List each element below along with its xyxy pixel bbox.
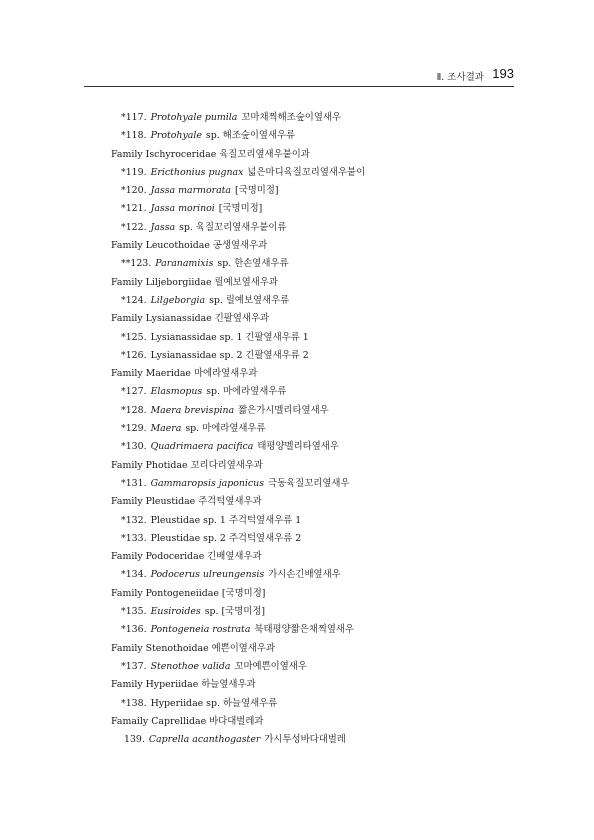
species-number: *118. [121, 130, 147, 142]
species-number: *117. [121, 112, 147, 123]
common-name: sp. 해조숲이옆새우류 [205, 130, 296, 142]
species-number: *125. [121, 331, 147, 343]
species-number: *128. [121, 404, 147, 416]
common-name: sp. [국명미정] [204, 606, 266, 618]
species-number: *136. [121, 624, 147, 636]
family-text: Famaily Caprellidae 바다대벌레과 [111, 715, 264, 727]
scientific-name: Jassa marmorata [150, 185, 232, 197]
species-entry [111, 530, 511, 548]
scientific-name: Protohyale [150, 130, 202, 142]
species-entry [111, 731, 511, 749]
species-entry [111, 621, 511, 639]
species-entry [111, 127, 511, 145]
species-entry [111, 695, 511, 713]
family-heading [111, 676, 511, 694]
scientific-name: Podocerus ulreungensis [150, 569, 265, 581]
scientific-name: Gammaropsis japonicus [150, 477, 265, 489]
common-name: 가시손긴배옆새우 [268, 569, 341, 581]
family-text: Family Pleustidae 주걱턱옆새우과 [111, 496, 262, 508]
section-title: Ⅱ. 조사결과 [436, 72, 484, 83]
page-number: 193 [492, 66, 514, 81]
family-text: Family Leucothoidae 공생옆새우과 [111, 240, 268, 252]
common-name: [국명미정] [218, 203, 263, 215]
species-entry [111, 164, 511, 182]
species-number: *129. [121, 423, 147, 435]
species-entry [111, 402, 511, 420]
common-name: sp. 한손옆새우류 [217, 258, 289, 270]
common-name: sp. 마에라옆새우류 [185, 423, 266, 435]
common-name: sp. 릴예보옆새우류 [209, 294, 290, 306]
common-name: 짧은가시멜리타옆새우 [238, 404, 329, 416]
family-text: Family Hyperiidae 하늘옆새우과 [111, 679, 256, 691]
common-name: [국명미정] [235, 185, 279, 197]
common-name: Pleustidae sp. 1 주걱턱옆새우류 1 [150, 514, 302, 526]
species-entry [111, 420, 511, 438]
common-name: 넓은마디육질꼬리옆새우붙이 [247, 166, 366, 178]
family-heading [111, 713, 511, 731]
scientific-name: Elasmopus [150, 386, 203, 398]
family-heading [111, 365, 511, 383]
species-number: **123. [121, 258, 152, 270]
scientific-name: Maera brevispina [150, 404, 235, 416]
scientific-name: Pontogeneia rostrata [150, 624, 251, 636]
common-name: sp. 마에라옆새우류 [206, 386, 287, 398]
family-heading [111, 640, 511, 658]
scientific-name: Stenothoe valida [150, 660, 231, 672]
species-entry [111, 475, 511, 493]
species-entry [111, 603, 511, 621]
family-text: Family Ischyroceridae 육질꼬리옆새우붙이과 [111, 148, 310, 160]
scientific-name: Eusiroides [150, 606, 201, 618]
scientific-name: Maera [150, 423, 182, 435]
header-rule [84, 86, 514, 87]
species-number: *121. [121, 203, 147, 215]
common-name: Hyperiidae sp. 하늘옆새우류 [150, 697, 278, 709]
species-entry [111, 182, 511, 200]
species-number: *120. [121, 185, 147, 197]
species-number: *137. [121, 660, 147, 672]
species-number: *132. [121, 514, 147, 526]
species-number: *133. [121, 532, 147, 544]
species-number: *119. [121, 166, 147, 178]
scientific-name: Jassa morinoi [150, 203, 215, 215]
family-text: Family Stenothoidae 예쁜이옆새우과 [111, 642, 276, 654]
family-text: Family Photidae 꼬리다리옆새우과 [111, 459, 263, 471]
common-name: sp. 육질꼬리옆새우붙이류 [179, 221, 287, 233]
species-entry [111, 512, 511, 530]
common-name: Lysianassidae sp. 2 긴팔옆새우류 2 [150, 349, 309, 361]
species-entry [111, 292, 511, 310]
species-number: *127. [121, 386, 147, 398]
scientific-name: Lilgeborgia [150, 294, 206, 306]
common-name: 꼬마예쁜이옆새우 [234, 660, 307, 672]
species-entry [111, 438, 511, 456]
family-heading [111, 585, 511, 603]
species-number: *124. [121, 294, 147, 306]
family-heading [111, 548, 511, 566]
species-entry [111, 219, 511, 237]
species-number: *135. [121, 606, 147, 618]
running-header [0, 66, 594, 86]
species-number: *131. [121, 477, 147, 489]
family-text: Family Pontogeneiidae [국명미정] [111, 587, 266, 599]
family-text: Family Lysianassidae 긴팔옆새우과 [111, 313, 270, 325]
common-name: 꼬마채찍해조숲이옆새우 [241, 112, 341, 123]
species-entry [111, 200, 511, 218]
scientific-name: Caprella acanthogaster [148, 734, 261, 746]
family-text: Family Liljeborgiidae 릴예보옆새우과 [111, 276, 278, 288]
species-number: *138. [121, 697, 147, 709]
common-name: 가시투성바다대벌레 [264, 734, 346, 746]
family-text: Family Podoceridae 긴배옆새우과 [111, 551, 262, 563]
common-name: Lysianassidae sp. 1 긴팔옆새우류 1 [150, 331, 309, 343]
scientific-name: Ericthonius pugnax [150, 166, 244, 178]
scientific-name: Protohyale pumila [150, 112, 238, 123]
species-entry [111, 329, 511, 347]
family-text: Family Maeridae 마에라옆새우과 [111, 368, 258, 380]
species-list [111, 109, 511, 749]
family-heading [111, 493, 511, 511]
species-number: *126. [121, 349, 147, 361]
species-entry [111, 658, 511, 676]
species-entry [111, 347, 511, 365]
scientific-name: Jassa [150, 221, 176, 233]
species-entry [111, 255, 511, 273]
family-heading [111, 237, 511, 255]
scientific-name: Quadrimaera pacifica [150, 441, 254, 453]
species-number: 139. [124, 734, 145, 746]
common-name: 북태평양짧은채찍옆새우 [254, 624, 355, 636]
family-heading [111, 146, 511, 164]
species-number: *130. [121, 441, 147, 453]
species-number: *122. [121, 221, 147, 233]
common-name: 태평양멜리타옆새우 [257, 441, 339, 453]
species-entry [111, 383, 511, 401]
scientific-name: Paranamixis [155, 258, 214, 270]
species-entry [111, 566, 511, 584]
family-heading [111, 274, 511, 292]
common-name: Pleustidae sp. 2 주걱턱옆새우류 2 [150, 532, 302, 544]
species-number: *134. [121, 569, 147, 581]
family-heading [111, 310, 511, 328]
family-heading [111, 457, 511, 475]
species-entry [111, 109, 511, 127]
common-name: 극동육질꼬리옆새우 [268, 477, 350, 489]
